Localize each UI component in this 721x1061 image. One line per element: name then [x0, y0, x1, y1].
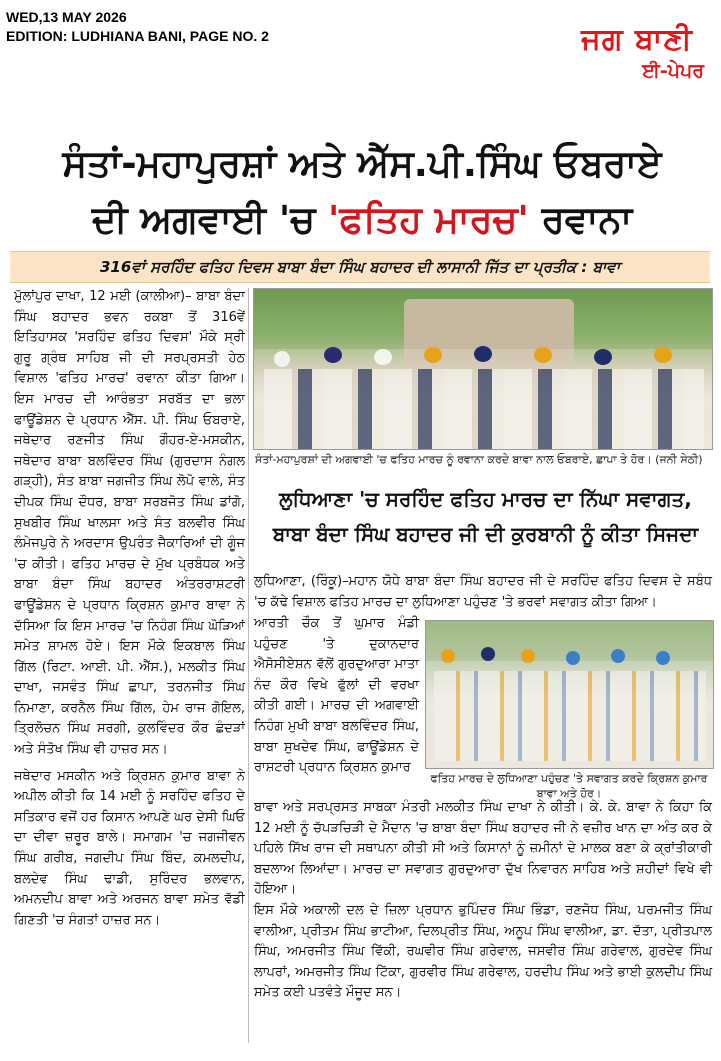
headline-line-2-start: ਦੀ ਅਗਵਾਈ 'ਚ	[91, 198, 329, 241]
photo2-caption: ਫਤਿਹ ਮਾਰਚ ਦੇ ਲੁਧਿਆਣਾ ਪਹੁੰਚਣ 'ਤੇ ਸਵਾਗਤ ਕਰਦੇ ਕ੍ਰਿਸ਼ਨ ਕੁਮਾਰ ਬਾਵਾ ਅਤੇ ਹੋਰ।	[430, 772, 708, 800]
date-line: WED,13 MAY 2026	[6, 9, 127, 25]
right-paragraph-top: ਲੁਧਿਆਣਾ, (ਰਿੰਕੂ)–ਮਹਾਨ ਯੋਧੇ ਬਾਬਾ ਬੰਦਾ ਸਿੰਘ ਬਹਾਦਰ ਜੀ ਦੇ ਸਰਹਿੰਦ ਫਤਿਹ ਦਿਵਸ ਦੇ ਸਬੰਧ 'ਚ ਕੱਢੇ ਵਿਸ਼ਾਲ ਫਤਿਹ ਮਾਰਚ ਦਾ ਲੁਧਿਆਣਾ ਪਹੁੰਚਣ 'ਤੇ ਭਰਵਾਂ ਸਵਾਗਤ ਕੀਤਾ ਗਿਆ।	[254, 574, 712, 610]
photo1-caption: ਸੰਤਾਂ-ਮਹਾਪੁਰਸ਼ਾਂ ਦੀ ਅਗਵਾਈ 'ਚ ਫਤਿਹ ਮਾਰਚ ਨੂੰ ਰਵਾਨਾ ਕਰਦੇ ਬਾਵਾ ਨਾਲ ਓਬਰਾਏ, ਛਾਪਾ ਤੇ ਹੋਰ। (ਜਨੀ ਸੇਠੀ)	[255, 453, 703, 466]
photo-ludhiana-welcome	[425, 620, 714, 769]
headline-line-2	[12, 195, 712, 245]
logo-subtext: ਈ-ਪੇਪਰ	[642, 60, 704, 82]
second-headline-line-2: ਬਾਬਾ ਬੰਦਾ ਸਿੰਘ ਬਹਾਦਰ ਜੀ ਦੀ ਕੁਰਬਾਨੀ ਨੂੰ ਕੀਤਾ ਸਿਜਦਾ	[272, 522, 699, 546]
column-divider	[248, 288, 249, 1043]
right-paragraph-bottom-2: ਇਸ ਮੌਕੇ ਅਕਾਲੀ ਦਲ ਦੇ ਜ਼ਿਲਾ ਪ੍ਰਧਾਨ ਭੁਪਿੰਦਰ ਸਿੰਘ ਭਿੰਡਾ, ਰਣਜੋਧ ਸਿੰਘ, ਪਰਮਜੀਤ ਸਿੰਘ ਵਾਲੀਆ, ਪ੍ਰੀਤਮ ਸਿੰਘ ਭਾਟੀਆ, ਦਿਲਪ੍ਰੀਤ ਸਿੰਘ, ਅਨੂਪ ਸਿੰਘ ਵਾਲੀਆ, ਡਾ. ਦੱਤਾ, ਪ੍ਰੀਤਪਾਲ ਸਿੰਘ, ਅਮਰਜੀਤ ਸਿੰਘ ਵਿੱਕੀ, ਰਘਵੀਰ ਸਿੰਘ ਗਰੇਵਾਲ, ਜਸਵੀਰ ਸਿੰਘ ਗਰੇਵਾਲ, ਗੁਰਦੇਵ ਸਿੰਘ ਲਾਪਰਾਂ, ਅਮਰਜੀਤ ਸਿੰਘ ਟਿੱਕਾ, ਗੁਰਵੀਰ ਸਿੰਘ ਗਰੇਵਾਲ, ਹਰਦੀਪ ਸਿੰਘ ਅਤੇ ਭਾਈ ਕੁਲਦੀਪ ਸਿੰਘ ਸਮੇਤ ਕਈ ਪਤਵੰਤੇ ਮੌਜੂਦ ਸਨ।	[254, 902, 712, 1001]
second-headline-line-1: ਲੁਧਿਆਣਾ 'ਚ ਸਰਹਿੰਦ ਫਤਿਹ ਮਾਰਚ ਦਾ ਨਿੱਘਾ ਸਵਾਗਤ,	[279, 487, 692, 511]
left-paragraph-1: ਮੁੱਲਾਂਪੁਰ ਦਾਖਾ, 12 ਮਈ (ਕਾਲੀਆ)– ਬਾਬਾ ਬੰਦਾ ਸਿੰਘ ਬਹਾਦਰ ਭਵਨ ਰਕਬਾ ਤੋਂ 316ਵੇਂ ਇਤਿਹਾਸਕ 'ਸਰਹਿੰਦ ਫਤਿਹ ਦਿਵਸ' ਮੌਕੇ ਸ੍ਰੀ ਗੁਰੂ ਗ੍ਰੰਥ ਸਾਹਿਬ ਜੀ ਦੀ ਸਰਪ੍ਰਸਤੀ ਹੇਠ ਵਿਸ਼ਾਲ 'ਫਤਿਹ ਮਾਰਚ' ਰਵਾਨਾ ਕੀਤਾ ਗਿਆ। ਇਸ ਮਾਰਚ ਦੀ ਆਰੰਭਤਾ ਸਰਬੱਤ ਦਾ ਭਲਾ ਫਾਊਂਡੇਸ਼ਨ ਦੇ ਪ੍ਰਧਾਨ ਐੱਸ. ਪੀ. ਸਿੰਘ ਓਬਰਾਏ, ਜਥੇਦਾਰ ਰਣਜੀਤ ਸਿੰਘ ਗੌਹਰ-ਏ-ਮਸਕੀਨ, ਜਥੇਦਾਰ ਬਾਬਾ ਬਲਵਿੰਦਰ ਸਿੰਘ (ਗੁਰਦਾਸ ਨੰਗਲ ਗੜ੍ਹੀ), ਸੰਤ ਬਾਬਾ ਜਗਜੀਤ ਸਿੰਘ ਲੋਪੋ ਵਾਲੇ, ਸੰਤ ਦੀਪਕ ਸਿੰਘ ਦੌਧਰ, ਬਾਬਾ ਸਰਬਜੋਤ ਸਿੰਘ ਡਾਂਗੋ, ਸੁਖਬੀਰ ਸਿੰਘ ਖਾਲਸਾ ਅਤੇ ਸੰਤ ਬਲਵੀਰ ਸਿੰਘ ਲੰਮੇਜਪੁਰੇ ਨੇ ਅਰਦਾਸ ਉਪਰੰਤ ਜੈਕਾਰਿਆਂ ਦੀ ਗੂੰਜ 'ਚ ਕੀਤੀ। ਫਤਿਹ ਮਾਰਚ ਦੇ ਮੁੱਖ ਪ੍ਰਬੰਧਕ ਅਤੇ ਬਾਬਾ ਬੰਦਾ ਸਿੰਘ ਬਹਾਦਰ ਅੰਤਰਰਾਸ਼ਟਰੀ ਫਾਊਂਡੇਸ਼ਨ ਦੇ ਪ੍ਰਧਾਨ ਕ੍ਰਿਸ਼ਨ ਕੁਮਾਰ ਬਾਵਾ ਨੇ ਦੱਸਿਆ ਕਿ ਇਸ ਮਾਰਚ 'ਚ ਨਿਹੰਗ ਸਿੰਘ ਘੋੜਿਆਂ ਸਮੇਤ ਸ਼ਾਮਲ ਹੋਏ। ਇਸ ਮੌਕੇ ਇਕਬਾਲ ਸਿੰਘ ਗਿੱਲ (ਰਿਟਾ. ਆਈ. ਪੀ. ਐੱਸ.), ਮਲਕੀਤ ਸਿੰਘ ਦਾਖਾ, ਜਸਵੰਤ ਸਿੰਘ ਛਾਪਾ, ਤਰਨਜੀਤ ਸਿੰਘ ਨਿਮਾਣਾ, ਕਰਨੈਲ ਸਿੰਘ ਗਿੱਲ, ਹੇਮ ਰਾਜ ਗੋਇਲ, ਤ੍ਰਿਲੋਚਨ ਸਿੰਘ ਸਰਗੀ, ਕੁਲਵਿੰਦਰ ਕੌਰ ਛੰਦੜਾਂ ਅਤੇ ਸੰਤੋਖ ਸਿੰਘ ਵੀ ਹਾਜ਼ਰ ਸਨ।	[14, 289, 245, 758]
right-paragraph-mid: ਆਰਤੀ ਚੌਕ ਤੋਂ ਘੁਮਾਰ ਮੰਡੀ ਪਹੁੰਚਣ 'ਤੇ ਦੁਕਾਨਦਾਰ ਐਸੋਸੀਏਸ਼ਨ ਵੱਲੋਂ ਗੁਰਦੁਆਰਾ ਮਾਤਾ ਨੰਦ ਕੌਰ ਵਿਖੇ ਫੁੱਲਾਂ ਦੀ ਵਰਖਾ ਕੀਤੀ ਗਈ। ਮਾਰਚ ਦੀ ਅਗਵਾਈ ਨਿਹੰਗ ਮੁਖੀ ਬਾਬਾ ਬਲਵਿੰਦਰ ਸਿੰਘ, ਬਾਬਾ ਸੁਖਦੇਵ ਸਿੰਘ, ਫਾਊਂਡੇਸ਼ਨ ਦੇ ਰਾਸ਼ਟਰੀ ਪ੍ਰਧਾਨ ਕ੍ਰਿਸ਼ਨ ਕੁਮਾਰ	[254, 616, 419, 776]
logo-brand: ਜਗ ਬਾਣੀ	[581, 22, 693, 57]
right-bottom-text	[254, 798, 712, 1004]
subheadline: 316ਵਾਂ ਸਰਹਿੰਦ ਫਤਿਹ ਦਿਵਸ ਬਾਬਾ ਬੰਦਾ ਸਿੰਘ ਬਹਾਦਰ ਦੀ ਲਾਸਾਨੀ ਜਿੱਤ ਦਾ ਪ੍ਰਤੀਕ : ਬਾਵਾ	[10, 251, 710, 283]
photo-fateh-march-flagoff	[253, 288, 713, 450]
headline-accent: 'ਫਤਿਹ ਮਾਰਚ'	[328, 198, 529, 241]
clipped-previous-text	[250, 112, 620, 120]
left-column	[14, 287, 245, 1042]
headline-line-2-end: ਰਵਾਨਾ	[528, 198, 633, 241]
right-paragraph-bottom-1: ਬਾਵਾ ਅਤੇ ਸਰਪ੍ਰਸਤ ਸਾਬਕਾ ਮੰਤਰੀ ਮਲਕੀਤ ਸਿੰਘ ਦਾਖਾ ਨੇ ਕੀਤੀ। ਕੇ. ਕੇ. ਬਾਵਾ ਨੇ ਕਿਹਾ ਕਿ 12 ਮਈ ਨੂੰ ਚੱਪੜਚਿੜੀ ਦੇ ਮੈਦਾਨ 'ਚ ਬਾਬਾ ਬੰਦਾ ਸਿੰਘ ਬਹਾਦਰ ਜੀ ਨੇ ਵਜ਼ੀਰ ਖਾਨ ਦਾ ਅੰਤ ਕਰ ਕੇ ਪਹਿਲੇ ਸਿੱਖ ਰਾਜ ਦੀ ਸਥਾਪਨਾ ਕੀਤੀ ਸੀ ਅਤੇ ਕਿਸਾਨਾਂ ਨੂੰ ਜ਼ਮੀਨਾਂ ਦੇ ਮਾਲਕ ਬਣਾ ਕੇ ਕ੍ਰਾਂਤੀਕਾਰੀ ਬਦਲਾਅ ਲਿਆਂਦਾ। ਮਾਰਚ ਦਾ ਸਵਾਗਤ ਗੁਰਦੁਆਰਾ ਦੁੱਖ ਨਿਵਾਰਨ ਸਾਹਿਬ ਅਤੇ ਸ਼ਹੀਦਾਂ ਵਿਖੇ ਵੀ ਹੋਇਆ।	[254, 800, 712, 898]
left-paragraph-2: ਜਥੇਦਾਰ ਮਸਕੀਨ ਅਤੇ ਕ੍ਰਿਸ਼ਨ ਕੁਮਾਰ ਬਾਵਾ ਨੇ ਅਪੀਲ ਕੀਤੀ ਕਿ 14 ਮਈ ਨੂੰ ਸਰਹਿੰਦ ਫਤਿਹ ਦੇ ਸਤਿਕਾਰ ਵਜੋਂ ਹਰ ਕਿਸਾਨ ਆਪਣੇ ਘਰ ਦੇਸੀ ਘਿਓ ਦਾ ਦੀਵਾ ਜ਼ਰੂਰ ਬਾਲੇ। ਸਮਾਗਮ 'ਚ ਜਗਜੀਵਨ ਸਿੰਘ ਗਰੀਬ, ਜਗਦੀਪ ਸਿੰਘ ਬਿੰਦ, ਕਮਲਦੀਪ, ਬਲਦੇਵ ਸਿੰਘ ਢਾਡੀ, ਸੁਰਿੰਦਰ ਭਲਵਾਨ, ਅਮਨਦੀਪ ਬਾਵਾ ਅਤੇ ਅਰਜਨ ਬਾਵਾ ਸਮੇਤ ਵੱਡੀ ਗਿਣਤੀ 'ਚ ਸੰਗਤਾਂ ਹਾਜ਼ਰ ਸਨ।	[14, 768, 245, 928]
headline-line-1: ਸੰਤਾਂ-ਮਹਾਪੁਰਸ਼ਾਂ ਅਤੇ ਐੱਸ.ਪੀ.ਸਿੰਘ ਓਬਰਾਏ	[62, 142, 662, 185]
edition-line: EDITION: LUDHIANA BANI, PAGE NO. 2	[6, 28, 269, 44]
jagbani-logo	[562, 22, 712, 84]
edition-info	[6, 8, 269, 46]
